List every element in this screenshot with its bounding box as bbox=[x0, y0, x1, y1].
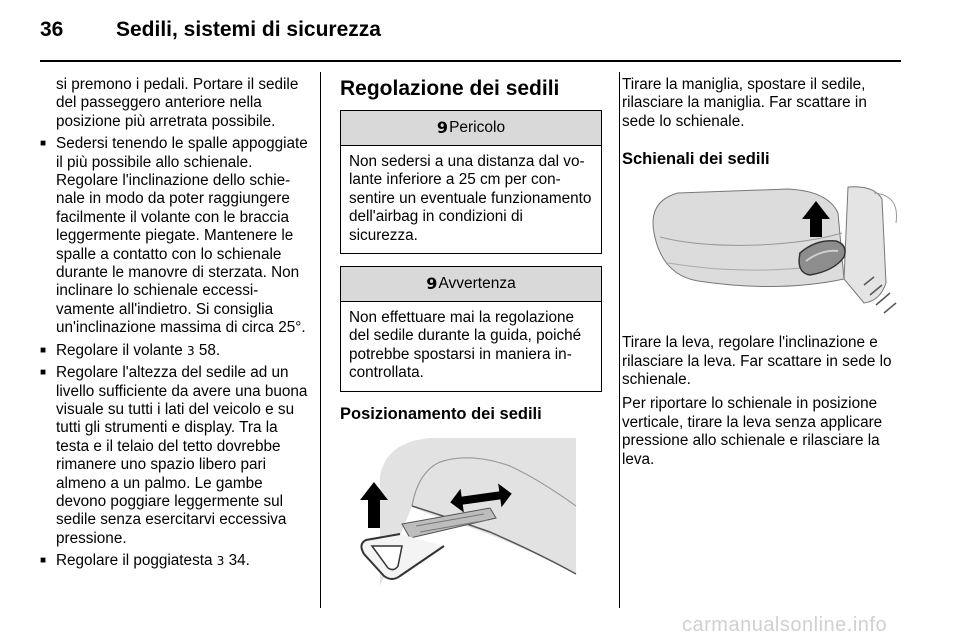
section-heading: Regolazione dei sedili bbox=[340, 77, 560, 100]
header-rule bbox=[40, 60, 901, 62]
page-number: 36 bbox=[40, 18, 64, 41]
warning-triangle-icon: 9 bbox=[426, 273, 438, 293]
column-middle bbox=[340, 76, 602, 586]
recline-paragraph: Tirare la leva, regolare l'inclinazione e rilasciare la leva. Far scattare in sede lo schienale. bbox=[622, 334, 892, 389]
backrest-lever-illustration bbox=[638, 183, 900, 318]
page-header-title: Sedili, sistemi di sicurezza bbox=[116, 18, 381, 41]
bullet-text: Regolare il volante bbox=[56, 341, 183, 359]
column-right bbox=[622, 76, 904, 469]
intro-paragraph: si premono i pedali. Portare il sedile del passeggero anteriore nella posizione più arretrata possibile. bbox=[56, 76, 299, 130]
danger-text: Non sedersi a una distanza dal volante inferiore a 25 cm per consentire un eventuale funzionamento dell'airbag in condizioni di sicurezza. bbox=[349, 153, 592, 244]
column-left bbox=[40, 76, 308, 571]
page-reference[interactable]: 58. bbox=[198, 341, 221, 359]
subsection-heading: Schienali dei sedili bbox=[622, 150, 770, 169]
cross-reference-icon: 3 bbox=[216, 554, 225, 569]
upright-paragraph: Per riportare lo schienale in posizione verticale, tirare la leva senza applicare pressione allo schienale e rilasciare la leva. bbox=[622, 395, 883, 468]
page-reference[interactable]: 34. bbox=[228, 552, 250, 570]
danger-box bbox=[340, 110, 602, 254]
warning-triangle-icon: 9 bbox=[436, 117, 449, 137]
column-separator-left bbox=[320, 72, 321, 608]
caution-text: Non effettuare mai la regolazione del sedile durante la guida, poiché potrebbe spostarsi in maniera incontrollata. bbox=[349, 309, 582, 382]
watermark-text: carmanualsonline.info bbox=[682, 614, 888, 636]
bullet-text: Regolare il poggiatesta bbox=[56, 552, 213, 570]
bullet-item-steering bbox=[40, 342, 308, 360]
danger-title: Pericolo bbox=[449, 118, 506, 136]
caution-box-header bbox=[341, 267, 601, 302]
column-separator-right bbox=[619, 72, 620, 608]
bullet-item-headrest bbox=[40, 552, 308, 570]
seat-adjust-paragraph: Tirare la maniglia, spostare il sedile, rilasciare la maniglia. Far scattare in sede lo schienale. bbox=[622, 76, 867, 130]
subsection-heading: Posizionamento dei sedili bbox=[340, 404, 542, 423]
seat-position-illustration bbox=[340, 436, 602, 586]
caution-title: Avvertenza bbox=[438, 274, 516, 292]
bullet-item-seat-height: ■ Regolare l'altezza del sedile ad un livello sufficiente da avere una buona visuale su tutti i lati del veicolo e su tutti gli strumenti e display. Tra la testa e il telaio del tetto dovrebbe rimanere uno spazio libero pari almeno a un palmo. Le gambe devono poggiare leggermente sul sedile senza esercitarvi eccessiva pressione. bbox=[40, 364, 308, 548]
caution-box bbox=[340, 266, 602, 392]
cross-reference-icon: 3 bbox=[186, 343, 195, 358]
bullet-item-seating: ■ Sedersi tenendo le spalle appoggiate il più possibile allo schienale. Regolare l'inclinazione dello schienale in modo da poter raggiungere facilmente il volante con le braccia leggermente piegate. Mantenere le spalle a contatto con lo schienale durante le manovre di sterzata. Non inclinare lo schienale eccessivamente all'indietro. Si consiglia un'inclinazione massima di circa 25°. bbox=[40, 135, 308, 337]
danger-box-header bbox=[341, 111, 601, 146]
